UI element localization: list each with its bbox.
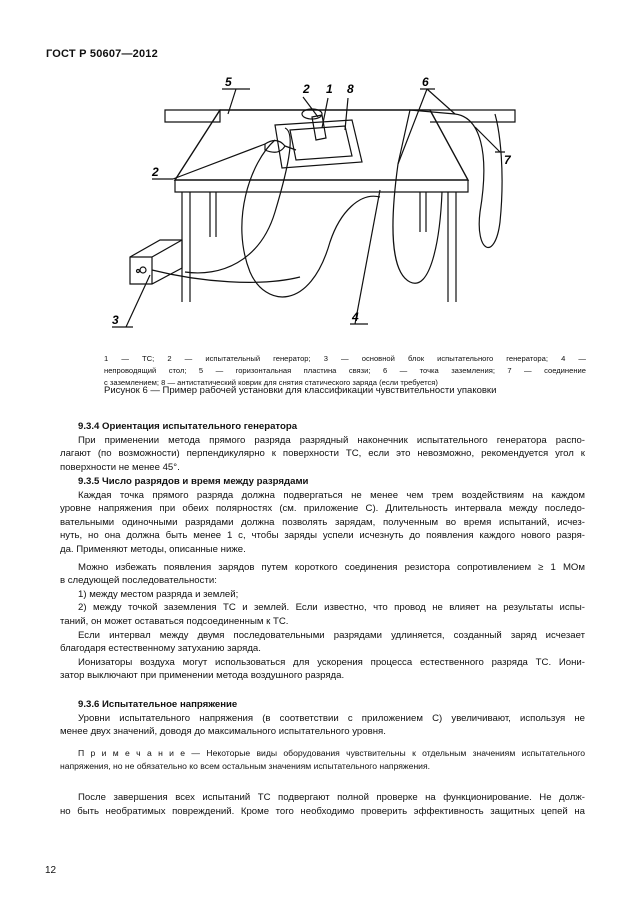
page-number: 12 bbox=[45, 865, 57, 876]
section-9-3-4 bbox=[60, 420, 585, 474]
text-line: таний, он может оставаться подсоединенным к ТС. bbox=[60, 615, 289, 627]
note-line: напряжения, но не обязательно ко всем остальным значениям испытательного напряжения. bbox=[60, 760, 431, 771]
note bbox=[60, 747, 585, 772]
figure-label-2-top: 2 bbox=[303, 82, 310, 96]
section-9-3-5 bbox=[60, 475, 585, 683]
text-line: При применении метода прямого разряда разрядный наконечник испытательного генератора распо- bbox=[78, 434, 585, 446]
list-item: 2) между точкой заземления ТС и землей. Если известно, что провод не влияет на результаты испы- bbox=[78, 602, 585, 614]
figure-caption-line: с заземлением; 8 — антистатический коврик для снятия статического заряда (если требуется) bbox=[104, 378, 438, 387]
section-heading: 9.3.6 Испытательное напряжение bbox=[78, 699, 238, 710]
figure-label-1: 1 bbox=[326, 82, 333, 96]
figure-label-3: 3 bbox=[112, 313, 119, 327]
figure-label-8: 8 bbox=[347, 82, 354, 96]
text-line: лагают (по возможности) перпендикулярно к поверхности ТС, если это невозможно, рекомендуется угол к bbox=[60, 448, 585, 460]
closing-paragraph bbox=[60, 791, 585, 818]
text-line: да. Применяют методы, описанные ниже. bbox=[60, 543, 246, 555]
text-line: вательными одиночными разрядами должна позволять зарядам, полученным во время испытаний, исчез- bbox=[60, 516, 585, 528]
section-heading: 9.3.5 Число разрядов и время между разрядами bbox=[78, 476, 309, 487]
figure-test-setup bbox=[100, 72, 540, 347]
figure-label-6: 6 bbox=[422, 75, 429, 89]
figure-label-7: 7 bbox=[504, 153, 511, 167]
text-line: Каждая точка прямого разряда должна подвергаться не менее чем трем воздействиям на каждом bbox=[78, 489, 585, 501]
text-line: но быть необратимых повреждений. Кроме того необходимо проверить эффективность защитных цепей на bbox=[60, 805, 585, 817]
text-line: менее двух значений, доводя до максимального испытательного уровня. bbox=[60, 726, 386, 738]
text-line: поверхности не менее 45°. bbox=[60, 461, 180, 473]
text-line: Можно избежать появления зарядов путем короткого соединения резистора сопротивлением ≥ 1 МОм bbox=[78, 561, 585, 573]
text-line: Уровни испытательного напряжения (в соответствии с приложением С) увеличивают, используя не bbox=[78, 712, 585, 724]
text-line: После завершения всех испытаний ТС подвергают полной проверке на функционирование. Не долж- bbox=[78, 792, 585, 803]
text-line: благодаря естественному затуханию заряда. bbox=[60, 643, 261, 655]
text-line: в следующей последовательности: bbox=[60, 575, 217, 587]
text-line: Ионизаторы воздуха могут использоваться для ускорения процесса естественного разряда ТС. Иони- bbox=[78, 656, 585, 668]
text-line: Если интервал между двумя последовательными разрядами удлиняется, созданный заряд исчезает bbox=[78, 629, 585, 641]
section-9-3-6 bbox=[60, 698, 585, 739]
figure-caption-line: непроводящий стол; 5 — горизонтальная пластина связи; 6 — точка заземления; 7 — соединение bbox=[104, 366, 586, 375]
text-line: затор выключают при применении метода воздушного разряда. bbox=[60, 670, 345, 682]
figure-label-5: 5 bbox=[225, 75, 232, 89]
figure-title: Рисунок 6 — Пример рабочей установки для классификации чувствительности упаковки bbox=[104, 385, 497, 396]
note-line: П р и м е ч а н и е — Некоторые виды оборудования чувствительны к отдельным значениям испытательного bbox=[78, 748, 585, 758]
figure-label-4: 4 bbox=[352, 310, 359, 324]
text-line: уровне напряжения при обеих полярностях (см. приложение С). Длительность интервала между последо- bbox=[60, 503, 585, 515]
text-line: нуть, но она должна быть менее 1 с, чтобы заряды успели исчезнуть до появления каждого нового разря- bbox=[60, 530, 585, 542]
document-header: ГОСТ Р 50607—2012 bbox=[46, 48, 158, 60]
section-heading: 9.3.4 Ориентация испытательного генератора bbox=[78, 421, 298, 432]
list-item: 1) между местом разряда и землей; bbox=[78, 588, 239, 600]
figure-label-2-left: 2 bbox=[152, 165, 159, 179]
figure-caption-line: 1 — ТС; 2 — испытательный генератор; 3 — основной блок испытательного генератора; 4 — bbox=[104, 354, 586, 363]
